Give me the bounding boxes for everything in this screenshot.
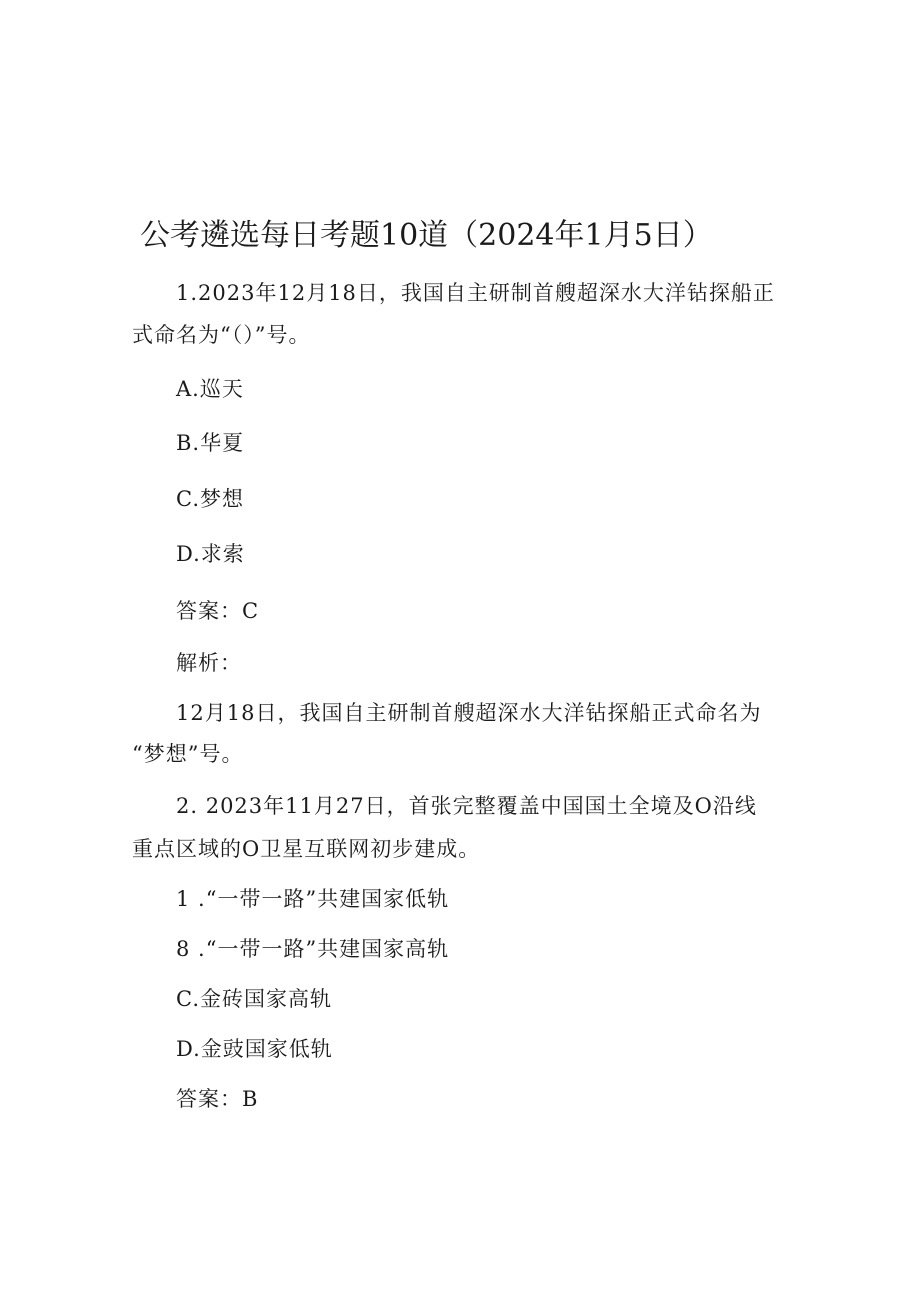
question-1-text-line-2: 式命名为“（）”号。 bbox=[132, 323, 311, 347]
question-2-answer: 答案：B bbox=[176, 1087, 259, 1111]
question-1-text-line-1: 1.2023年12月18日，我国自主研制首艘超深水大洋钻探船正 bbox=[176, 281, 775, 305]
question-1-analysis-label: 解析： bbox=[176, 651, 242, 675]
question-1-option-a: A.巡天 bbox=[176, 377, 244, 401]
question-2-text-line-1: 2. 2023年11月27日，首张完整覆盖中国国土全境及O沿线 bbox=[176, 794, 757, 818]
question-1-analysis-line-1: 12月18日，我国自主研制首艘超深水大洋钻探船正式命名为 bbox=[176, 701, 762, 725]
question-2-text-line-2: 重点区域的O卫星互联网初步建成。 bbox=[132, 837, 481, 861]
question-1-option-c: C.梦想 bbox=[176, 487, 244, 511]
question-1-option-d: D.求索 bbox=[176, 542, 245, 566]
question-2-option-8: 8 .“一带一路”共建国家高轨 bbox=[176, 937, 450, 961]
question-1-option-b: B.华夏 bbox=[176, 431, 245, 455]
question-2-option-c: C.金砖国家高轨 bbox=[176, 987, 332, 1011]
question-2-option-d: D.金豉国家低轨 bbox=[176, 1037, 333, 1061]
question-2-option-1: 1 .“一带一路”共建国家低轨 bbox=[176, 887, 450, 911]
document-title: 公考遴选每日考题10道（2024年1月5日） bbox=[140, 218, 713, 253]
question-1-answer: 答案：C bbox=[176, 599, 260, 623]
question-1-analysis-line-2: “梦想”号。 bbox=[132, 742, 244, 766]
